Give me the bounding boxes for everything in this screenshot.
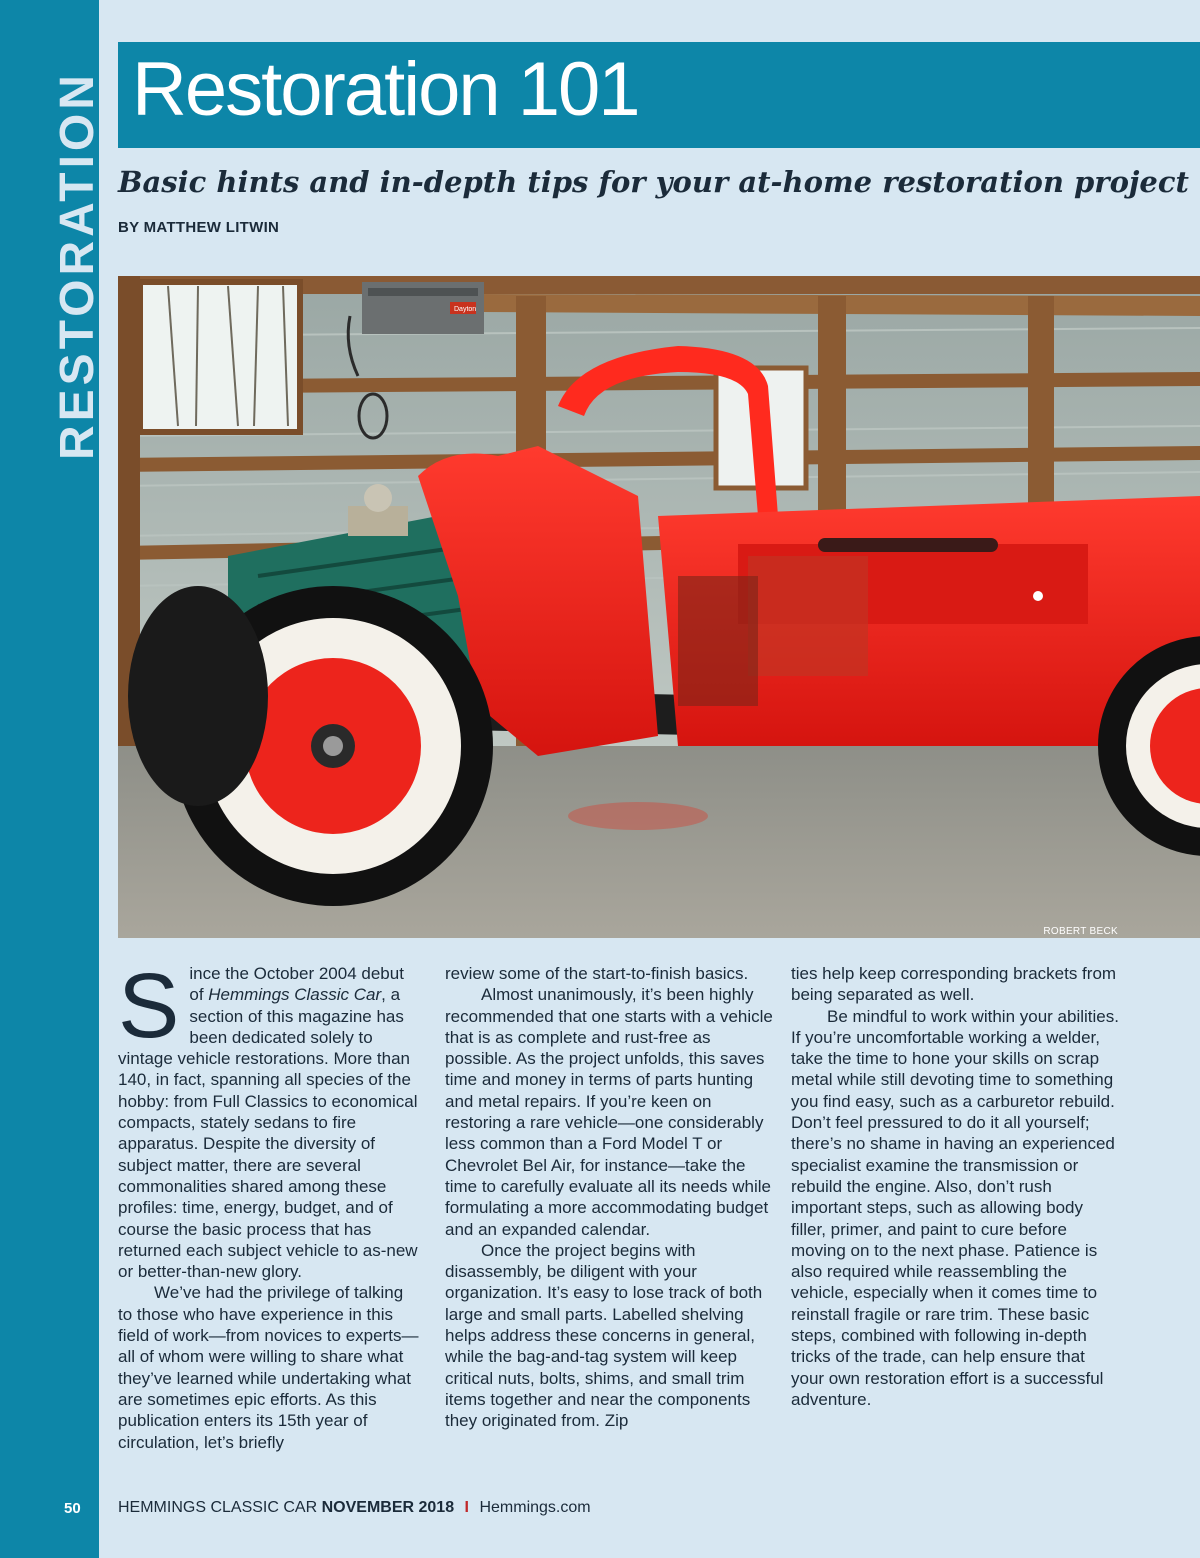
paragraph-text: , a section of this magazine has been dedicated solely to vintage vehicle restorations. More than 140, in fact, spanning all species of the hobby: from Full Classics to economical compacts, stately sedans to fire apparatus. Despite the diversity of subject matter, there are several commonalities shared among these profiles: time, energy, budget, and of course the basic process that has returned each subject vehicle to as-new or better-than-new glory. bbox=[118, 985, 418, 1282]
paragraph: We’ve had the privilege of talking to those who have experience in this field of work—from novices to experts—all of whom were willing to share what they’ve learned while undertaking what are sometimes epic efforts. As this publication enters its 15th year of circulation, let’s briefly bbox=[118, 1283, 419, 1452]
paragraph: ties help keep corresponding brackets from being separated as well. bbox=[791, 964, 1117, 1005]
footer-issue: NOVEMBER 2018 bbox=[321, 1499, 455, 1516]
article-column-1 bbox=[118, 955, 422, 1453]
article-column-3 bbox=[791, 963, 1121, 1410]
article-subtitle: Basic hints and in-depth tips for your at-home restoration project bbox=[118, 165, 1189, 199]
paragraph: Once the project begins with disassembly, be diligent with your organization. It’s easy to lose track of both large and small parts. Labelled shelving helps address these concerns in general, while the bag-and-tag system will keep critical nuts, bolts, shims, and small trim items together and near the components they originated from. Zip bbox=[445, 1240, 763, 1431]
drop-cap: S bbox=[118, 955, 180, 1057]
heater-sign: Dayton bbox=[454, 306, 477, 313]
photo-credit: ROBERT BECK bbox=[1043, 926, 1118, 937]
paragraph bbox=[118, 955, 422, 1282]
paragraph: review some of the start-to-finish basics. bbox=[445, 964, 749, 983]
hero-photo bbox=[118, 276, 1200, 938]
article-title: Restoration 101 bbox=[132, 47, 639, 132]
paragraph: Almost unanimously, it’s been highly recommended that one starts with a vehicle that is as complete and rust-free as possible. As the project unfolds, this saves time and money in terms of parts hunting and metal repairs. If you’re keen on restoring a rare vehicle—one considerably less common than a Ford Model T or Chevrolet Bel Air, for instance—take the time to carefully evaluate all its needs while formulating a more accommodating budget and an expanded calendar. bbox=[445, 985, 773, 1239]
car-restoration-photo bbox=[118, 276, 1200, 938]
page-number: 50 bbox=[64, 1500, 81, 1517]
footer-magazine: HEMMINGS CLASSIC CAR bbox=[118, 1499, 318, 1516]
article-column-2 bbox=[445, 963, 775, 1432]
paragraph: Be mindful to work within your abilities. If you’re uncomfortable working a welder, take the time to hone your skills on scrap metal while still devoting time to something you find easy, such as a carburetor rebuild. Don’t feel pressured to do it all yourself; there’s no shame in having an experienced specialist examine the transmission or rebuild the engine. Also, don’t rush important steps, such as allowing body filler, primer, and paint to cure before moving on to the next phase. Patience is also required while reassembling the vehicle, especially when it comes time to reinstall fragile or rare trim. These basic steps, combined with following in-depth tricks of the trade, can help ensure that your own restoration effort is a successful adventure. bbox=[791, 1006, 1119, 1409]
byline: BY MATTHEW LITWIN bbox=[118, 219, 280, 236]
paragraph-text: ince the October 2004 debut of bbox=[189, 964, 404, 1005]
magazine-name: Hemmings Classic Car bbox=[208, 985, 382, 1005]
footer-website: Hemmings.com bbox=[479, 1499, 591, 1516]
footer-separator: I bbox=[464, 1499, 469, 1516]
page-footer bbox=[118, 1499, 591, 1517]
section-label: RESTORATION bbox=[51, 71, 104, 460]
